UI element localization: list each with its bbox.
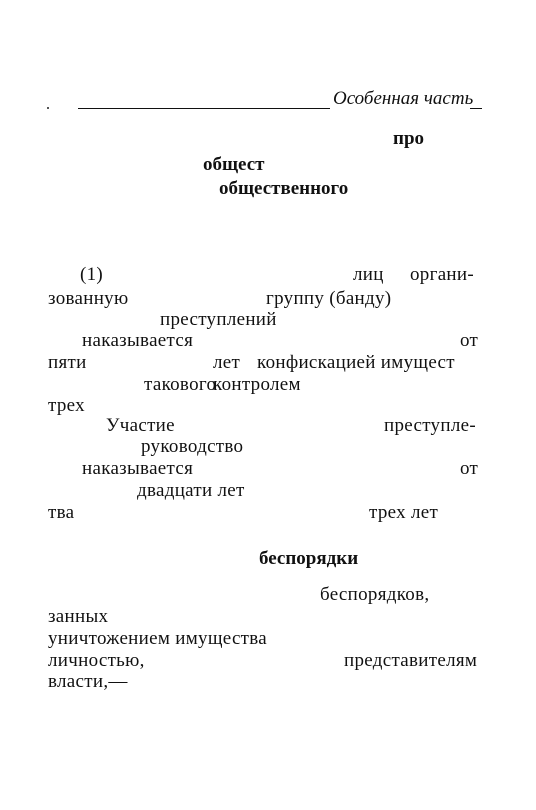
text-fragment: представителям	[344, 650, 478, 671]
text-fragment: контролем	[213, 374, 301, 395]
header-rule	[78, 108, 330, 109]
text-fragment: трех	[48, 395, 85, 416]
text-fragment: двадцати лет	[137, 480, 245, 501]
text-fragment: руководство	[141, 436, 244, 457]
text-fragment: конфискацией имущест	[257, 352, 455, 373]
text-fragment: пяти	[48, 352, 87, 373]
text-fragment: преступле-	[384, 415, 476, 436]
text-fragment: от	[460, 330, 479, 351]
text-fragment: личностью,	[48, 650, 145, 671]
text-fragment: такового	[144, 374, 217, 395]
text-fragment: от	[460, 458, 479, 479]
text-fragment: органи-	[410, 264, 474, 285]
scan-dot	[47, 107, 49, 109]
text-fragment: группу (банду)	[266, 288, 392, 309]
text-fragment: Участие	[106, 415, 175, 436]
text-fragment: (1)	[80, 264, 104, 285]
text-fragment: тва	[48, 502, 75, 523]
heading-line-2: общест	[203, 154, 265, 175]
text-fragment: беспорядков,	[320, 584, 430, 605]
text-fragment: лиц	[353, 264, 384, 285]
heading-line-1: про	[393, 128, 425, 149]
text-fragment: зованную	[48, 288, 129, 309]
text-fragment: преступлений	[160, 309, 277, 330]
text-fragment: наказывается	[82, 458, 194, 479]
text-fragment: уничтожением имущества	[48, 628, 268, 649]
text-fragment: занных	[48, 606, 109, 627]
text-fragment: лет	[213, 352, 241, 373]
text-fragment: наказывается	[82, 330, 194, 351]
heading-line-3: общественного	[219, 178, 349, 199]
running-header: Особенная часть	[333, 88, 474, 109]
text-fragment: власти,—	[48, 671, 128, 692]
header-underline	[470, 108, 482, 109]
heading-line-4: беспорядки	[259, 548, 359, 569]
text-fragment: трех лет	[369, 502, 439, 523]
